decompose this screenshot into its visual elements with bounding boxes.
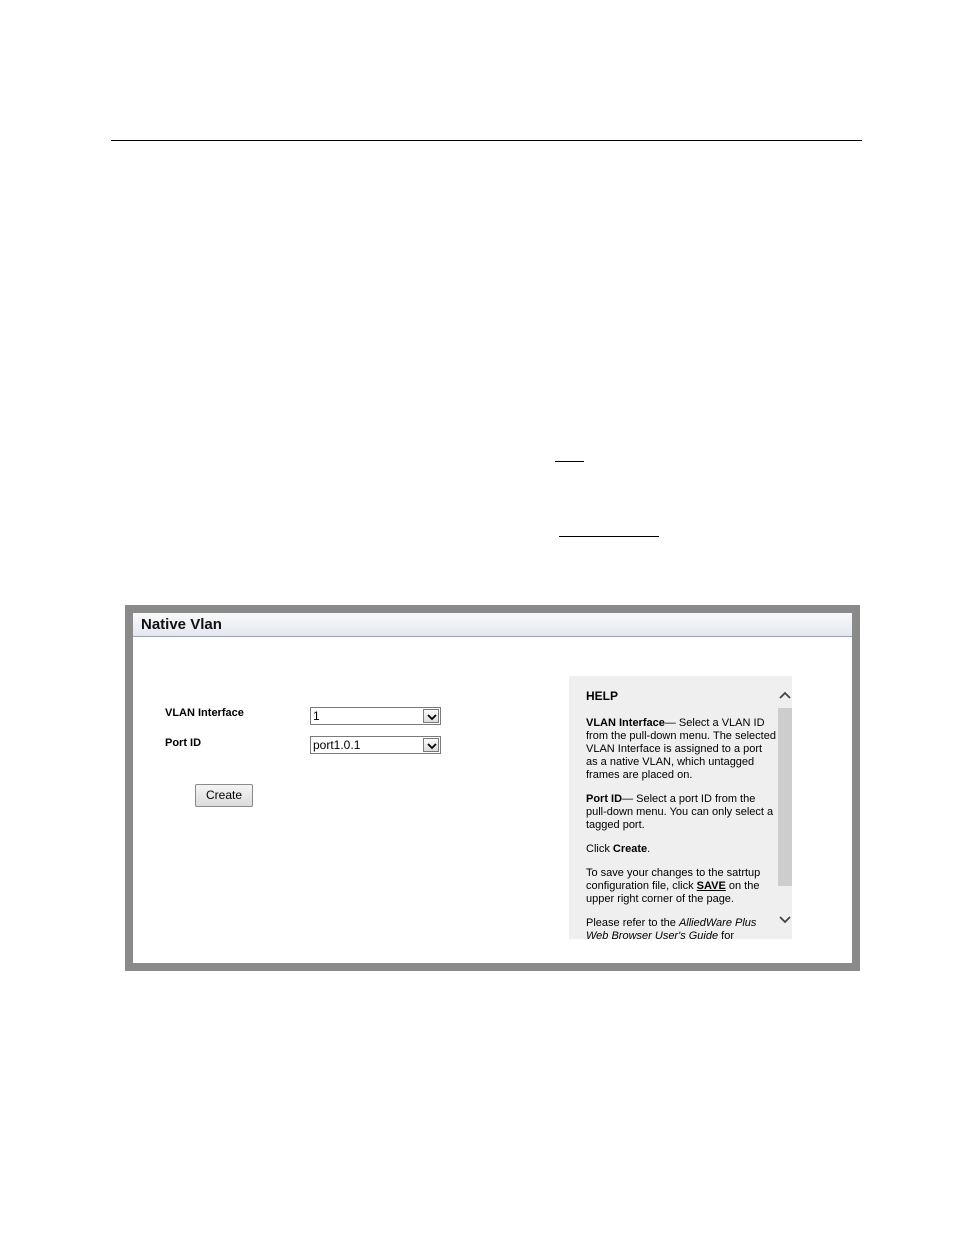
help-paragraph-vlan [586,717,776,782]
chevron-down-icon[interactable] [423,738,439,752]
help-title: HELP [586,689,619,703]
help-scrollbar[interactable] [778,676,792,939]
vlan-interface-value: 1 [313,709,320,723]
header-rule [111,140,862,141]
help-text-save-pre: To save your changes to the satrtup configuration file, click [586,867,761,892]
help-content [586,690,776,939]
help-term-vlan: VLAN Interface [586,717,665,729]
help-paragraph-port [586,793,776,832]
help-text-vlan: — Select a VLAN ID from the pull-down menu. The selected VLAN Interface is assigned to a port as a native VLAN, which untagged frames are placed on. [586,717,776,781]
help-text-period: . [647,843,651,855]
help-text-refer-pre: Please refer to the [586,917,679,929]
help-text-refer-post: for [718,930,735,939]
help-text-port: — Select a port ID from the pull-down menu. You can only select a tagged port. [586,793,774,831]
help-paragraph-refer [586,917,776,939]
port-id-select[interactable] [310,736,441,754]
vlan-interface-select[interactable] [310,707,441,725]
help-guide-title: AlliedWare Plus Web Browser User's Guide [586,917,757,939]
panel-title: Native Vlan [141,616,222,633]
chevron-down-icon[interactable] [423,709,439,723]
port-id-label: Port ID [165,737,202,749]
help-text-save-post: on the upper right corner of the page. [586,880,760,905]
help-paragraph-create [586,843,776,856]
help-pane [569,676,792,939]
create-button[interactable]: Create [195,784,253,807]
underline-mark [559,536,659,537]
help-paragraph-save [586,867,776,906]
underline-mark [555,461,584,462]
vlan-interface-label: VLAN Interface [165,707,244,719]
help-term-create: Create [612,843,648,855]
native-vlan-panel [133,613,852,963]
scroll-thumb[interactable] [778,708,792,886]
chevron-up-icon[interactable] [779,687,791,705]
panel-titlebar [133,613,852,637]
help-term-port: Port ID [586,793,623,805]
port-id-value: port1.0.1 [313,738,361,752]
screenshot-frame [125,605,860,971]
help-term-save: SAVE [696,880,726,892]
help-text-click: Click [586,843,613,855]
chevron-down-icon[interactable] [779,911,791,929]
